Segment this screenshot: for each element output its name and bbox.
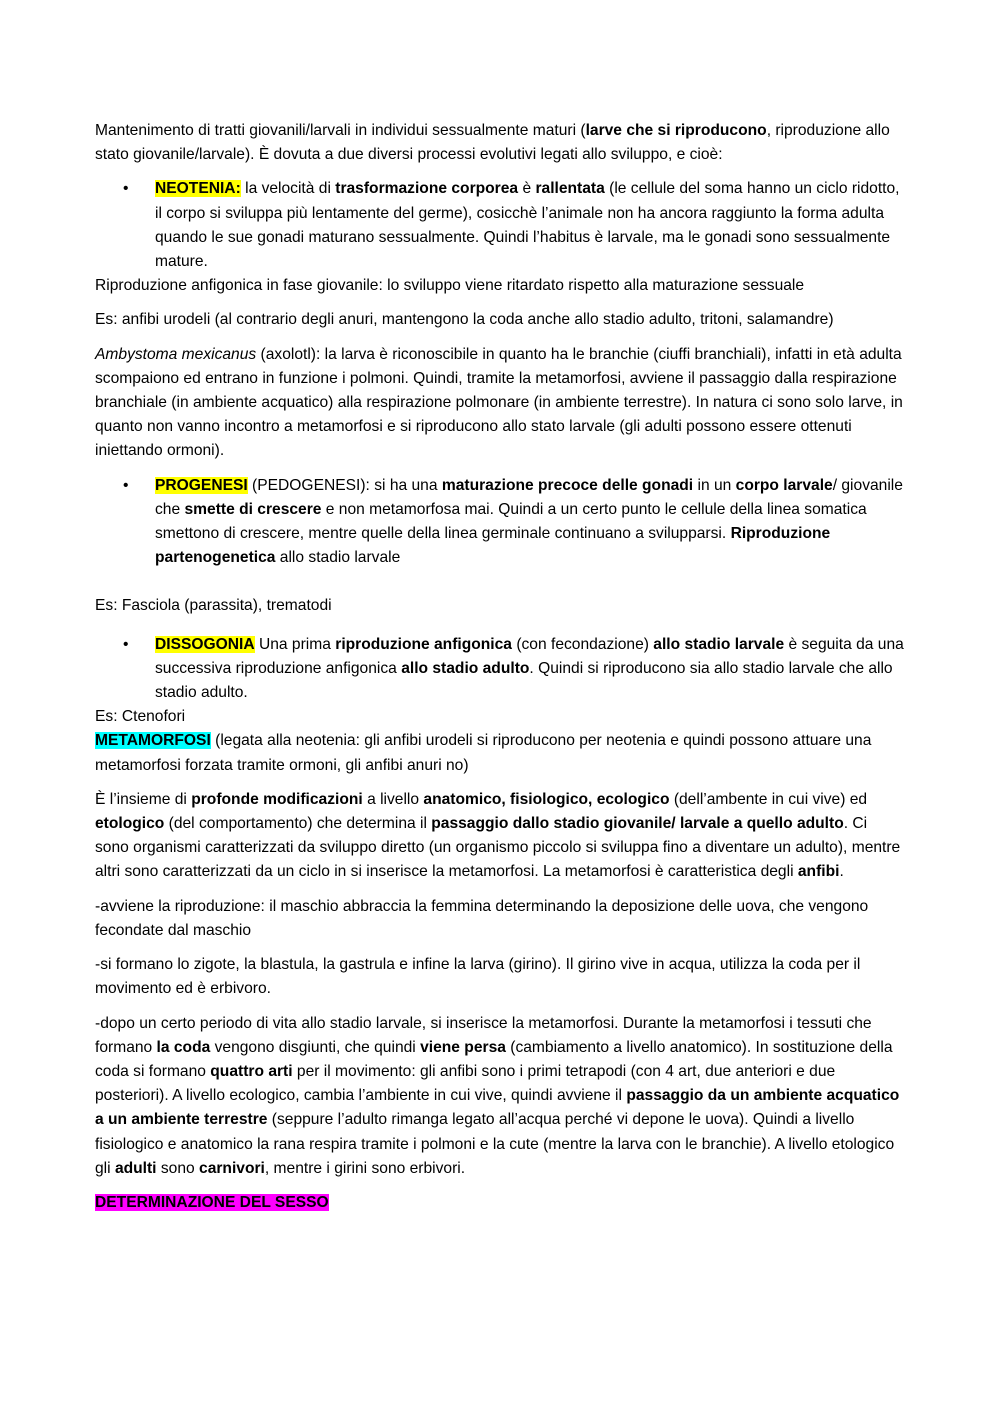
- bold-text: passaggio dallo stadio giovanile/ larvale a quello adulto: [431, 815, 844, 833]
- paragraph-determinazione: [95, 1191, 905, 1215]
- bold-text: rallentata: [535, 180, 605, 198]
- bold-text: maturazione precoce delle gonadi: [441, 476, 694, 494]
- text: / giovanile che: [155, 476, 903, 518]
- list-item-neotenia: [95, 177, 905, 274]
- text: (axolotl): la larva è riconoscibile in quanto ha le branchie (ciuffi branchiali), infatti in età adulta scompaiono ed entrano in funzione i polmoni. Quindi, tramite la metamorfosi, avviene il passaggio dalla respirazione branchiale (in ambiente acquatico) alla respirazione polmonare (in ambiente terrestre). In natura ci sono solo larve, in quanto non vanno incontro a metamorfosi e si riproducono allo stato larvale (gli adulti possono essere ottenuti iniettando ormoni).: [95, 345, 903, 460]
- paragraph-step-metamorfosi: [95, 1012, 905, 1181]
- bullet-icon: •: [123, 635, 129, 653]
- highlight-determinazione: DETERMINAZIONE DEL SESSO: [95, 1193, 329, 1211]
- bullet-icon: •: [123, 180, 129, 198]
- spacer: [95, 570, 905, 594]
- bold-text: corpo larvale: [735, 476, 833, 494]
- bold-text: adulti: [114, 1159, 157, 1177]
- bold-text: smette di crescere: [184, 500, 322, 518]
- bold-text: viene persa: [420, 1038, 506, 1056]
- text: (dell’ambente in cui vive) ed: [669, 790, 868, 808]
- bold-text: allo stadio adulto: [401, 659, 530, 677]
- text: la velocità di: [240, 180, 336, 198]
- highlight-neotenia: NEOTENIA:: [155, 180, 241, 198]
- text: È l’insieme di: [95, 790, 192, 808]
- highlight-dissogonia: DISSOGONIA: [155, 635, 255, 653]
- bullet-icon: •: [123, 476, 129, 494]
- bold-text: Riproduzione partenogenetica: [155, 525, 831, 567]
- text: .: [839, 863, 844, 881]
- bold-text: anfibi: [797, 863, 840, 881]
- bullet-list-dissogonia: [95, 633, 905, 706]
- text: (PEDOGENESI): si ha una: [247, 476, 442, 494]
- text: in un: [693, 476, 736, 494]
- bold-text: riproduzione anfigonica: [335, 635, 512, 653]
- text: Una prima: [254, 635, 336, 653]
- highlight-metamorfosi: METAMORFOSI: [95, 732, 211, 750]
- bold-text: trasformazione corporea: [335, 180, 519, 198]
- text: (del comportamento) che determina il: [164, 815, 432, 833]
- text: vengono disgiunti, che quindi: [210, 1038, 421, 1056]
- paragraph-es-fasciola: Es: Fasciola (parassita), trematodi: [95, 597, 332, 615]
- bold-text: larve che si riproducono: [585, 122, 767, 139]
- text: è: [518, 180, 536, 198]
- text: a livello: [362, 790, 424, 808]
- bold-text: anatomico, fisiologico, ecologico: [423, 790, 670, 808]
- paragraph-riproduzione-giovanile: Riproduzione anfigonica in fase giovanile: lo sviluppo viene ritardato rispetto alla maturazione sessuale: [95, 277, 805, 295]
- paragraph-es-urodeli: Es: anfibi urodeli (al contrario degli anuri, mantengono la coda anche allo stadio adulto, tritoni, salamandre): [95, 311, 834, 329]
- text: -dopo un certo periodo di vita allo stadio larvale, si inserisce la metamorfosi. Durante la metamorfosi i tessuti che formano: [95, 1014, 872, 1056]
- text: per il movimento: gli anfibi sono i primi tetrapodi (con 4 art, due anteriori e due posteriori). A livello ecologico, cambia l’ambiente in cui vive, quindi avviene il: [95, 1062, 836, 1105]
- bold-text: allo stadio larvale: [653, 635, 785, 653]
- list-item-dissogonia: [95, 633, 905, 706]
- paragraph-es-ctenofori: Es: Ctenofori: [95, 708, 186, 726]
- bold-text: quattro arti: [210, 1062, 293, 1080]
- bold-text: carnivori: [199, 1159, 265, 1177]
- bold-text: profonde modificazioni: [191, 790, 363, 808]
- text: . Ci sono organismi caratterizzati da sviluppo diretto (un organismo piccolo si sviluppa fino a diventare un adulto), mentre altri sono caratterizzati da un ciclo in si inserisce la metamorfosi. La metamorfosi è caratteristica degli: [95, 815, 901, 881]
- paragraph-step-zigote: -si formano lo zigote, la blastula, la gastrula e infine la larva (girino). Il girino vive in acqua, utilizza la coda per il movimento ed è erbivoro.: [95, 956, 861, 998]
- paragraph-axolotl: [95, 343, 905, 464]
- paragraph-insieme: [95, 788, 905, 885]
- text: . Quindi si riproducono sia allo stadio larvale che allo stadio adulto.: [155, 659, 893, 702]
- intro-paragraph: [95, 119, 905, 167]
- italic-text: Ambystoma mexicanus: [95, 345, 257, 363]
- bold-text: la coda: [156, 1038, 211, 1056]
- text: (con fecondazione): [511, 635, 654, 653]
- text: (seppure l’adulto rimanga legato all’acqua perché vi depone le uova). Quindi a livello fisiologico e anatomico la rana respira tramite i polmoni e la cute (mentre la larva con le branchie). A livello etologico gli: [95, 1111, 895, 1177]
- bold-text: etologico: [95, 815, 165, 833]
- text: e non metamorfosa mai. Quindi a un certo punto le cellule della linea somatica smettono di crescere, mentre quelle della linea germinale continuano a svilupparsi.: [155, 500, 867, 543]
- highlight-progenesi: PROGENESI: [155, 476, 248, 494]
- text: , riproduzione allo stato giovanile/larvale). È dovuta a due diversi processi evolutivi legati allo sviluppo, e cioè:: [95, 122, 890, 164]
- bullet-list-neotenia: [95, 177, 905, 274]
- text: (legata alla neotenia: gli anfibi urodeli si riproducono per neotenia e quindi possono attuare una metamorfosi forzata tramite ormoni, gli anfibi anuri no): [95, 732, 872, 774]
- bullet-list-progenesi: [95, 474, 905, 571]
- bold-text: passaggio da un ambiente acquatico a un ambiente terrestre: [95, 1087, 900, 1129]
- text: Mantenimento di tratti giovanili/larvali in individui sessualmente maturi (: [95, 122, 586, 139]
- text: è seguita da una successiva riproduzione anfigonica: [155, 635, 904, 677]
- paragraph-metamorfosi: [95, 729, 905, 777]
- text: sono: [156, 1159, 200, 1177]
- text: (le cellule del soma hanno un ciclo ridotto, il corpo si sviluppa più lentamente del germe), cosicchè l’animale non ha ancora raggiunto la forma adulta quando le sue gonadi maturano sessualmente. Quindi l’habitus è larvale, ma le gonadi sono sessualmente mature.: [155, 180, 900, 271]
- document-page: [95, 119, 905, 1215]
- list-item-progenesi: [95, 474, 905, 571]
- paragraph-step-riproduzione: -avviene la riproduzione: il maschio abbraccia la femmina determinando la deposizione delle uova, che vengono fecondate dal maschio: [95, 897, 869, 939]
- text: (cambiamento a livello anatomico). In sostituzione della coda si formano: [95, 1038, 893, 1080]
- text: allo stadio larvale: [275, 549, 401, 567]
- text: , mentre i girini sono erbivori.: [264, 1159, 466, 1177]
